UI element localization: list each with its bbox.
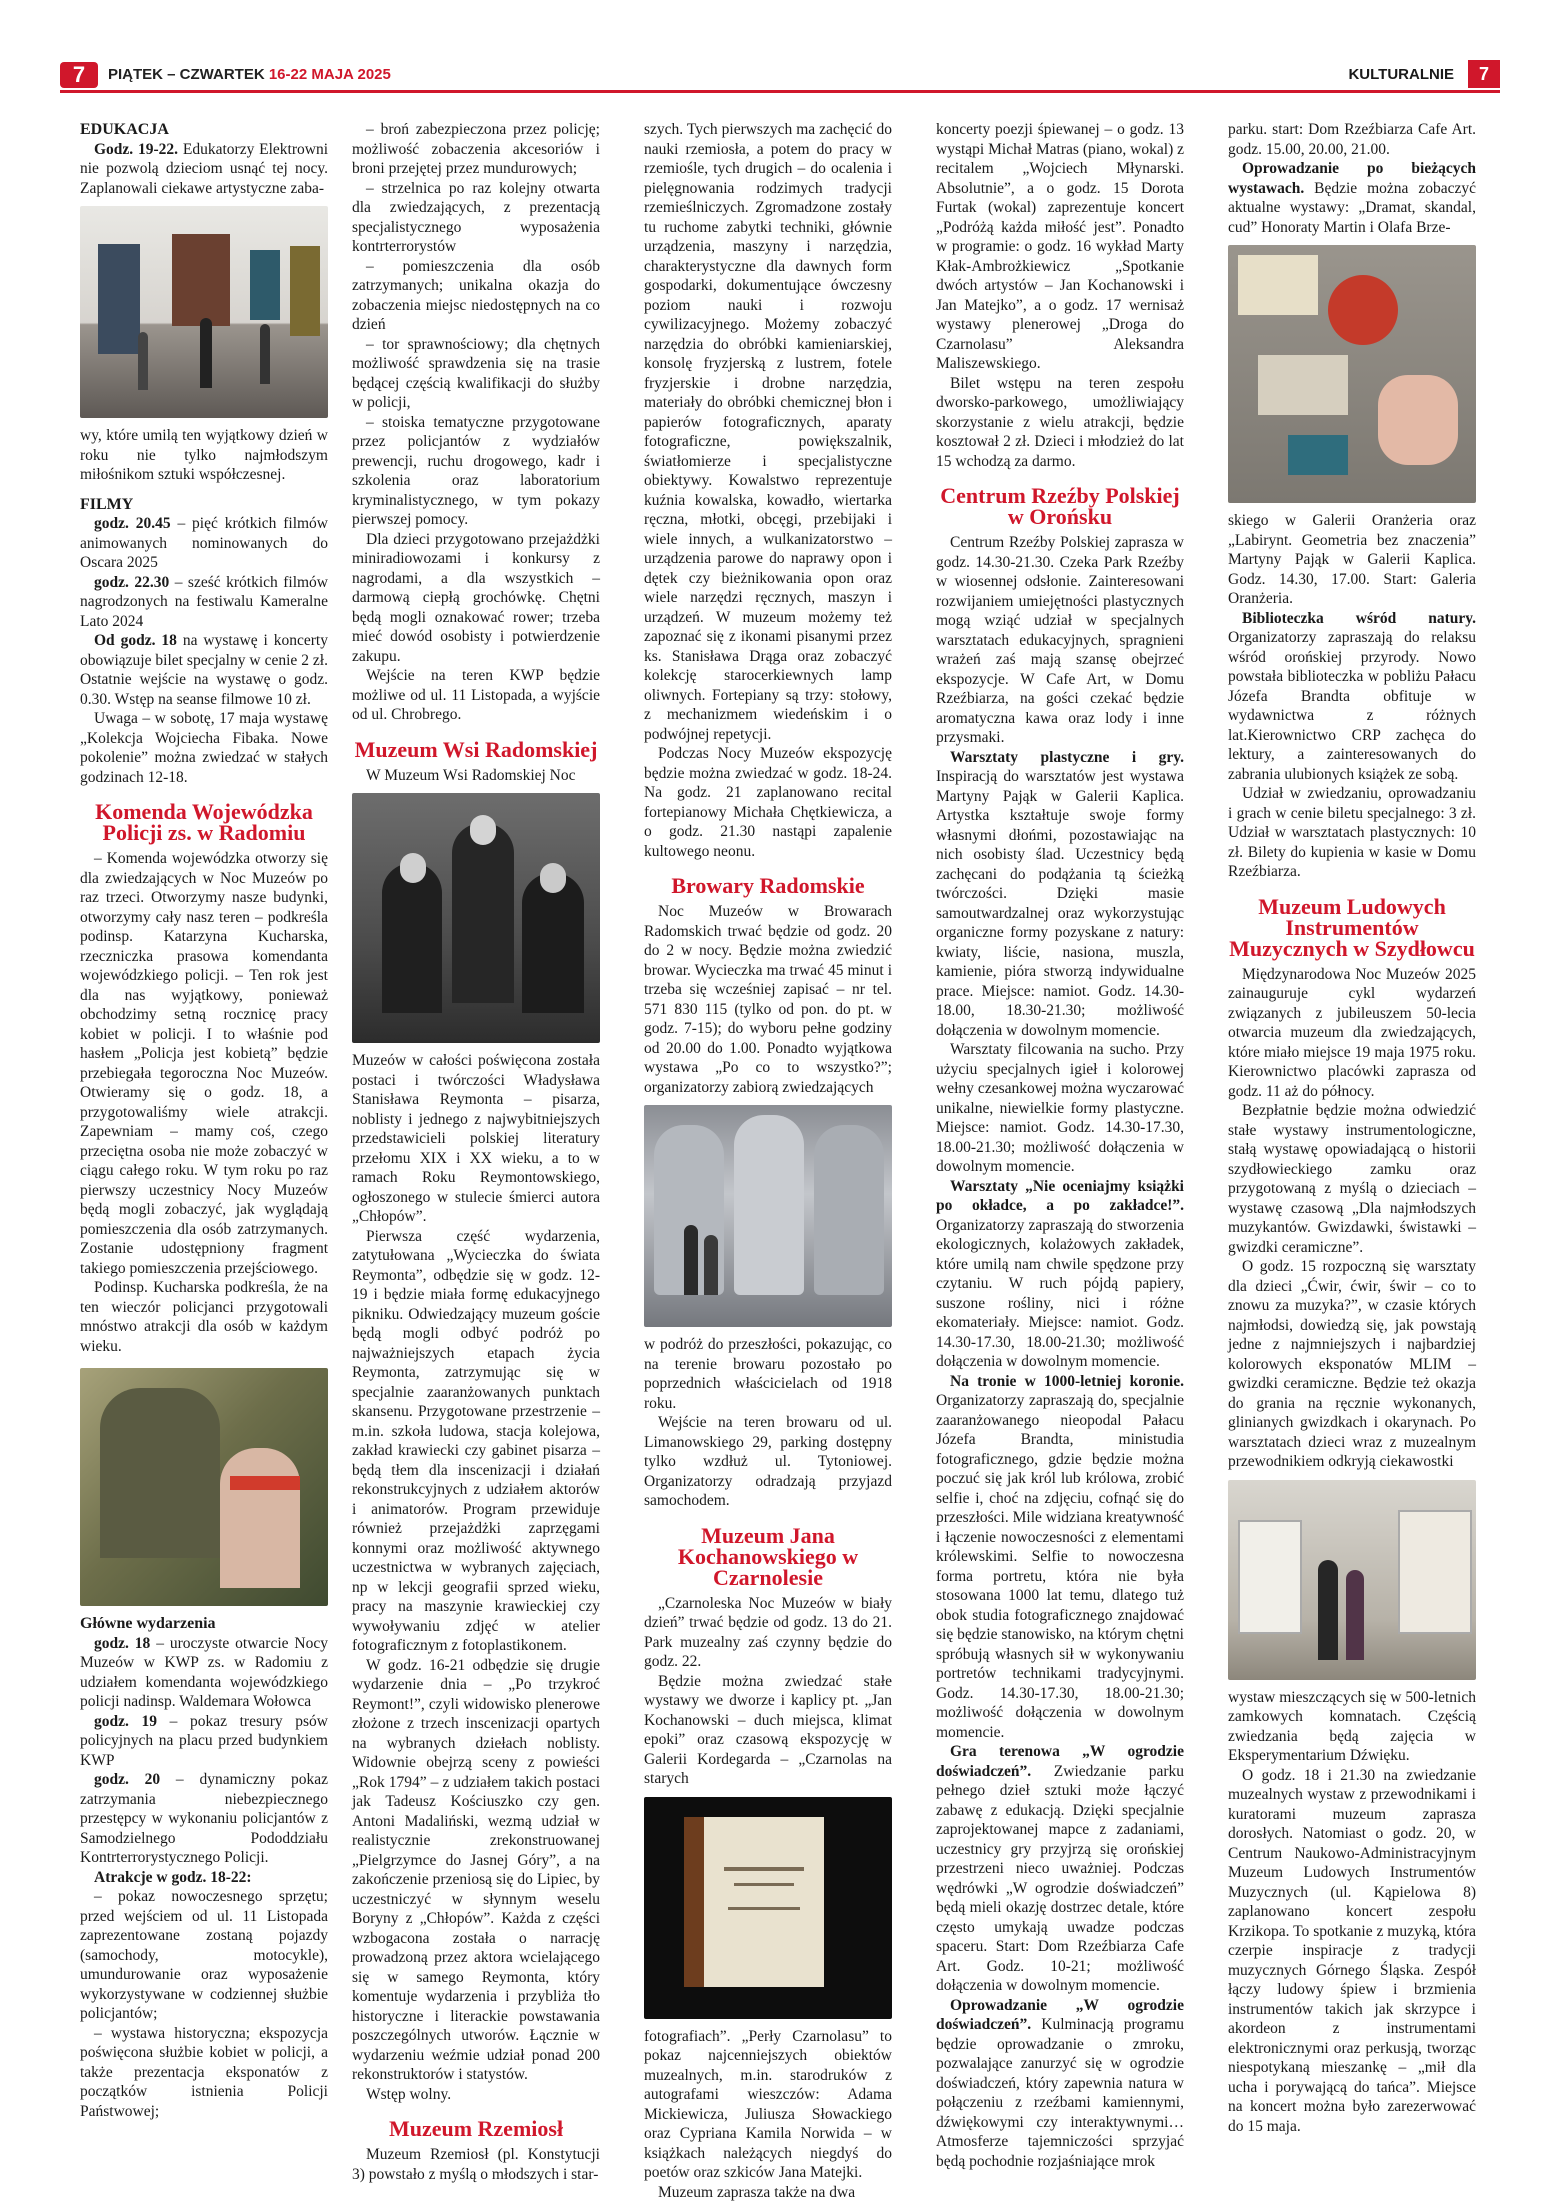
paragraph: Muzeów w całości poświęcona została postaci i twórczości Władysława Stanisława Reymonta – pisarza, noblisty i jednego z najwybitniejszych przedstawicieli polskiej literatury przełomu XIX i XX wieku, a to w ramach Roku Reymontowskiego, ogłoszonego w stulecie śmierci autora „Chłopów”. [352,1051,600,1227]
date-prefix: PIĄTEK – CZWARTEK [108,66,269,83]
paragraph: Międzynarodowa Noc Muzeów 2025 zainauguruje cykl wydarzeń związanych z jubileuszem 50-lecia otwarcia muzeum dla zwiedzających, które miało miejsce 19 maja 1975 roku. Kierownictwo placówki zaprasza od godz. 11 aż do północy. [1228,965,1476,1102]
paragraph: – sześć krótkich filmów nagrodzonych na festiwalu Kameralne Lato 2024 [80,574,328,630]
paragraph: Będzie można zwiedzać stałe wystawy we dworze i kaplicy pt. „Jan Kochanowski – duch miejsca, klimat epoki” oraz czasową ekspozycję w Galerii Kordegarda – „Czarnolas na starych [644,1672,892,1789]
paragraph: – Komenda wojewódzka otworzy się dla zwiedzających w Noc Muzeów po raz trzeci. Otworzymy nasze budynki, otworzymy cały nasz teren – podkreśla podinsp. Katarzyna Kucharska, rzeczniczka prasowa komendanta wojewódzkiego policji. – Ten rok jest dla nas wyjątkowy, ponieważ obchodzimy setną rocznicę pracy kobiet w policji. I to właśnie pod hasłem „Policja jest kobietą” będzie przebiegała tegoroczna Noc Muzeów. Otwieramy się o godz. 18, a przygotowaliśmy wiele atrakcji. Zapewniam – mamy coś, czego przeciętna osoba nie może zobaczyć w ciągu całego roku. W tym roku po raz pierwszy uczestnicy Nocy Muzeów będą mogli zobaczyć, jak wyglądają pomieszczenia dla osób zatrzymanych. Zostanie udostępniony fragment takiego pomieszczenia przejściowego. [80,849,328,1278]
paragraph: Wejście na teren browaru od ul. Limanowskiego 29, parking dostępny tylko wzdłuż ul. Tytoniowej. Organizatorzy odradzają przyjazd samochodem. [644,1413,892,1511]
shooting-range-photo [80,1368,328,1606]
paragraph: Będzie można zobaczyć aktualne wystawy: „Dramat, skandal, cud” Honoraty Martin i Olafa Brze- [1228,180,1476,236]
column-4 [936,120,1184,2171]
paragraph: – strzelnica po raz kolejny otwarta dla zwiedzających, z prezentacją specjalistycznego wyposażenia kontrterrorystów [352,179,600,257]
paragraph: wy, które umilą ten wyjątkowy dzień w roku nie tylko najmłodszym miłośnikom sztuki współczesnej. [80,426,328,485]
section-heading: Główne wydarzenia [80,1614,328,1634]
newspaper-logo: 7 [60,62,98,88]
paragraph: na wystawę i koncerty obowiązuje bilet specjalny w cenie 2 zł. Ostatnie wejście na wystawę o godz. 0.30. Wstęp na seanse filmowe 10 zł. [80,632,328,708]
lead: Atrakcje w godz. 18-22: [94,1869,252,1886]
paragraph: Muzeum Rzemiosł (pl. Konstytucji 3) powstało z myślą o młodszych i star- [352,2145,600,2184]
paragraph: wystaw mieszczących się w 500-letnich zamkowych komnatach. Częścią zwiedzania będą zajęcia w Eksperymentarium Dźwięku. [1228,1688,1476,1766]
lead: godz. 19 [94,1713,157,1730]
paragraph: Wstęp wolny. [352,2085,600,2105]
date-range: 16-22 MAJA 2025 [269,66,391,83]
brewery-photo [644,1105,892,1327]
lead: godz. 18 [94,1635,150,1652]
article-title: Muzeum Rzemiosł [352,2118,600,2139]
paragraph: Warsztaty filcowania na sucho. Przy użyciu specjalnych igieł i kolorowej wełny czesankowej można wyczarować unikalne, niewielkie formy plastyczne. Miejsce: namiot. Godz. 14.30-17.30, 18.00-21.30; możliwość dołączenia w dowolnym momencie. [936,1040,1184,1177]
page-number: 7 [1468,60,1500,88]
article-title: Muzeum Jana Kochanowskiego w Czarnolesie [644,1525,892,1588]
lead: Na tronie w 1000-letniej koronie. [950,1373,1184,1390]
lead: Godz. 19-22. [94,141,178,158]
paragraph: Pierwsza część wydarzenia, zatytułowana „Wycieczka do świata Reymonta”, odbędzie się w godz. 12-19 i będzie miała formę edukacyjnego pikniku. Odwiedzający muzeum goście będą mogli odbyć podróż po najważniejszych etapach życia Reymonta, zatrzymując się w specjalnie zaaranżowanych punktach skansenu. Przygotowane przestrzenie – m.in. szkoła ludowa, stacja kolejowa, zakład krawiecki czy gabinet pisarza – będą tłem dla inscenizacji i działań rekonstrukcyjnych z udziałem aktorów i animatorów. Program przewiduje również przejażdżki zaprzęgami konnymi oraz możliwość aktywnego uczestnictwa w wybranych zajęciach, np w lekcji geografii sprzed wieku, pracy na maszynie krawieckiej czy wywoływaniu zdjęć w atelier fotograficznym z fotoplastikonem. [352,1227,600,1656]
paragraph: O godz. 18 i 21.30 na zwiedzanie muzealnych wystaw z przewodnikami i kuratorami muzeum zaprasza dorosłych. Natomiast o godz. 20, w Centrum Naukowo-Administracyjnym Muzeum Ludowych Instrumentów Muzycznych (ul. Kąpielowa 8) zaplanowano koncert zespołu Krzikopa. To spotkanie z muzyką, która czerpie inspiracje z tradycji muzycznych Górnego Śląska. Zespół łączy ludowy śpiew i brzmienia instrumentów takich jak skrzypce i akordeon z instrumentami elektronicznymi oraz perkusją, tworząc niespotykaną mieszankę – „mił dla ucha i porywającą do tańca”. Miejsce na koncert można było zarezerwować do 15 maja. [1228,1766,1476,2137]
paragraph: skiego w Galerii Oranżeria oraz „Labirynt. Geometria bez znaczenia” Martyny Pająk w Galerii Kaplica. Godz. 14.30, 17.00. Start: Galeria Oranżeria. [1228,511,1476,609]
paragraph: W Muzeum Wsi Radomskiej Noc [352,766,600,786]
paragraph: – pomieszczenia dla osób zatrzymanych; unikalna okazja do zobaczenia miejsc niedostępnych na co dzień [352,257,600,335]
paragraph: Noc Muzeów w Browarach Radomskich trwać będzie od godz. 20 do 2 w nocy. Będzie można zwiedzić browar. Wycieczka ma trwać 45 minut i trzeba się wcześniej zapisać – nr tel. 571 830 115 (tylko od pon. do pt. w godz. 7-15); do wyboru pełne godziny od 20.00 do 1.00. Ponadto wyjątkowa wystawa „Po co to wszystko?”; organizatorzy zabiorą zwiedzających [644,902,892,1097]
workshop-photo [1228,245,1476,503]
column-2 [352,120,600,2184]
paragraph: Zwiedzanie parku pełnego dzieł sztuki może łączyć zabawę z edukacją. Dzięki specjalnie zaprojektowanej mapce z zadaniami, uczestnicy gry przyjrzą się orońskiej przestrzeni nieco uważniej. Podczas wędrówki „W ogrodzie doświadczeń” będą mieli okazję dostrzec detale, które często umykają uwadze podczas spaceru. Start: Dom Rzeźbiarza Cafe Art. Godz. 10-21; możliwość dołączenia w dowolnym momencie. [936,1763,1184,1995]
lead: Warsztaty „Nie oceniajmy książki po okładce, a po zakładce!”. [936,1178,1184,1215]
column-3 [644,120,892,2202]
paragraph: – pięć krótkich filmów animowanych nominowanych do Oscara 2025 [80,515,328,571]
paragraph: koncerty poezji śpiewanej – o godz. 13 wystąpi Michał Matras (piano, wokal) z recitalem „Wojciech Młynarski. Absolutnie”, a o godz. 15 Dorota Furtak (wokal) zaprezentuje koncert „Podróżą każda miłość jest”. Ponadto w programie: o godz. 16 wykład Marty Kłak-Ambrożkiewicz „Spotkanie dwóch artystów – Jan Kochanowski i Jan Matejko”, a o godz. 17 wernisaż wystawy plenerowej „Droga do Czarnolasu” Aleksandra Maliszewskiego. [936,120,1184,374]
lead: Warsztaty plastyczne i gry. [950,749,1184,766]
issue-date [108,66,391,83]
lead: godz. 20.45 [94,515,171,532]
article-title: Browary Radomskie [644,875,892,896]
paragraph: – wystawa historyczna; ekspozycja poświęcona służbie kobiet w policji, a także prezentacja eksponatów z początków istnienia Policji Państwowej; [80,2024,328,2122]
old-book-photo [644,1797,892,2019]
paragraph: Organizatorzy zapraszają do stworzenia ekologicznych, kolażowych zakładek, które umilą nam chwile spędzone przy czytaniu. W ruch pójdą papiery, suszone rośliny, nici i różne ekomateriały. Miejsce: namiot. Godz. 14.30-17.30, 18.00-21.30; możliwość dołączenia w dowolnym momencie. [936,1217,1184,1371]
paragraph: fotografiach”. „Perły Czarnolasu” to pokaz najcenniejszych obiektów muzealnych, m.in. starodruków z autografami wieszczów: Adama Mickiewicza, Juliusza Słowackiego oraz Cypriana Kamila Norwida – w książkach należących niegdyś do poetów oraz szkiców Jana Matejki. [644,2027,892,2183]
paragraph: Podczas Nocy Muzeów ekspozycję będzie można zwiedzać w godz. 18-24. Na godz. 21 zaplanowano recital fortepianowy Michała Chętkiewicza, a o godz. 21.30 nastąpi zapalenie kultowego neonu. [644,744,892,861]
paragraph: – broń zabezpieczona przez policję; możliwość zobaczenia akcesoriów i broni przejętej przez mundurowych; [352,120,600,179]
paragraph: Uwaga – w sobotę, 17 maja wystawę „Kolekcja Wojciecha Fibaka. Nowe pokolenie” można zwiedzać w stałych godzinach 12-18. [80,709,328,787]
paragraph: – stoiska tematyczne przygotowane przez policjantów z wydziałów prewencji, ruchu drogowego, kadr i szkolenia oraz laboratorium kryminalistycznego, w tym pokazy pierwszej pomocy. [352,413,600,530]
lead: godz. 20 [94,1771,160,1788]
paragraph: w podróż do przeszłości, pokazując, co na terenie browaru pozostało po poprzednich właścicielach od 1918 roku. [644,1335,892,1413]
paragraph: – uroczyste otwarcie Nocy Muzeów w KWP zs. w Radomiu z udziałem komendanta wojewódzkiego policji nadinsp. Waldemara Wołowca [80,1635,328,1711]
paragraph: Bezpłatnie będzie można odwiedzić stałe wystawy instrumentologiczne, stałą wystawę opowiadającą o historii szydłowieckiego zamku oraz przygotowaną z myślą o dzieciach – wystawę czasową „Dla najmłodszych muzykantów. Gwizdawki, świstawki – gwizdki ceramiczne”. [1228,1101,1476,1257]
article-title: Muzeum Wsi Radomskiej [352,739,600,760]
section-name: KULTURALNIE [1348,66,1454,83]
paragraph: „Czarnoleska Noc Muzeów w biały dzień” trwać będzie od godz. 13 do 21. Park muzealny zaś czynny będzie do godz. 22. [644,1594,892,1672]
paragraph: Muzeum zaprasza także na dwa [644,2183,892,2202]
paragraph: Edukatorzy Elektrowni nie pozwolą dzieciom usnąć tej nocy. Zaplanowali ciekawe artystyczne zaba- [80,141,328,197]
article-title: Centrum Rzeźby Polskiej w Orońsku [936,485,1184,527]
museum-interior-photo [1228,1480,1476,1680]
lead: Od godz. 18 [94,632,177,649]
lead: Gra terenowa „W ogrodzie doświadczeń”. [936,1743,1184,1780]
paragraph: Centrum Rzeźby Polskiej zaprasza w godz. 14.30-21.30. Czeka Park Rzeźby w wiosennej odsłonie. Zainteresowani rozwijaniem umiejętności plastycznych mogą wziąć udział w specjalnych warsztatach edukacyjnych, spragnieni wrażeń zaś mają szansę obejrzeć ekspozycje. W Cafe Art, w Domu Rzeźbiarza, na gości czekać będzie aromatyczna kawa oraz lody i inne przysmaki. [936,533,1184,748]
lead: godz. 22.30 [94,574,169,591]
section-heading: EDUKACJA [80,120,328,140]
paragraph: Organizatorzy zapraszają do, specjalnie zaaranżowanego nieopodal Pałacu Józefa Brandta, ministudia fotograficznego, gdzie będzie można poczuć się jak król lub królowa, zrobić selfie i, choć na zdjęciu, cofnąć się do przeszłości. Mile widziana kreatywność i łączenie nowoczesności z elementami królewskimi. Selfie to nowoczesna forma portretu, która nie była stosowana 1000 lat temu, dlatego tuż obok studia fotograficznego znajdować się będzie stanowisko, na którym chętni spróbują własnych sił w wykonywaniu portretów technikami tradycyjnymi. Godz. 14.30-17.30, 18.00-21.30; możliwość dołączenia w dowolnym momencie. [936,1392,1184,1741]
paragraph: Wejście na teren KWP będzie możliwe od ul. 11 Listopada, a wyjście od ul. Chrobrego. [352,666,600,725]
paragraph: W godz. 16-21 odbędzie się drugie wydarzenie dnia – „Po trzykroć Reymont!”, czyli widowisko plenerowe złożone z trzech inscenizacji opartych na wybranych dziełach noblisty. Widownie obejrzą sceny z powieści „Rok 1794” – z udziałem takich postaci jak Tadeusz Kościuszko czy gen. Antoni Madaliński, wezmą udział w realistycznie zrekonstruowanej „Pielgrzymce do Jasnej Góry”, a na zakończenie przeniosą się do Lipiec, by uczestniczyć w słynnym weselu Boryny z „Chłopów”. Każda z części wzbogacona została o narrację prowadzoną przez aktora wcielającego się w samego Reymonta, który komentuje wydarzenia i przybliża tło historyczne i literackie powstawania poszczególnych utworów. Łącznie w wydarzeniu weźmie udział ponad 200 rekonstruktorów i statystów. [352,1656,600,2085]
paragraph: Podinsp. Kucharska podkreśla, że na ten wieczór policjanci przygotowali mnóstwo atrakcji dla osób w każdym wieku. [80,1278,328,1356]
paragraph: – dynamiczny pokaz zatrzymania niebezpiecznego przestępcy w wykonaniu policjantów z Samodzielnego Pododdziału Kontrterrorystycznego Policji. [80,1771,328,1866]
paragraph: Inspiracją do warsztatów jest wystawa Martyny Pająk w Galerii Kaplica. Artystka kształtuje swoje formy własnymi dłońmi, pozostawiając na nich osobisty ślad. Uczestnicy będą zachęcani do podążania tą ścieżką twórczości. Dzięki masie samoutwardzalnej oraz wykorzystując organiczne formy pozyskane z natury: kwiaty, liście, nasiona, muszla, kamienie, pióra stworzą indywidualne prace. Miejsce: namiot. Godz. 14.30-18.00, 18.30-21.30; możliwość dołączenia w dowolnym momencie. [936,768,1184,1039]
column-1 [80,120,328,2121]
gallery-photo [80,206,328,418]
paragraph: Udział w zwiedzaniu, oprowadzaniu i grach w cenie biletu specjalnego: 3 zł. Udział w warsztatach plastycznych: 10 zł. Bilety do kupienia w kasie w Domu Rzeźbiarza. [1228,784,1476,882]
article-title: Muzeum Ludowych Instrumentów Muzycznych w Szydłowcu [1228,896,1476,959]
paragraph: – tor sprawnościowy; dla chętnych możliwość sprawdzenia się na trasie będącej częścią kwalifikacji do służby w policji, [352,335,600,413]
column-5 [1228,120,1476,2136]
paragraph: Kulminacją programu będzie oprowadzanie o zmroku, pozwalające zanurzyć się w ogrodzie doświadczeń, który zapewnia natura w połączeniu z rzeźbami kamiennymi, dźwiękowymi czy interaktywnymi… Atmosferze tajemniczości sprzyjać będą pochodnie rozjaśniające mrok [936,2016,1184,2170]
paragraph: Dla dzieci przygotowano przejażdżki miniradiowozami i konkursy z nagrodami, a dla wszystkich – darmową ciepłą grochówkę. Chętni będą mogli oznakować rower; trzeba mieć dowód osobisty i potwierdzenie zakupu. [352,530,600,667]
section-heading: FILMY [80,495,328,515]
article-title: Komenda Wojewódzka Policji zs. w Radomiu [80,801,328,843]
lead: Oprowadzanie „W ogrodzie doświadczeń”. [936,1997,1184,2034]
paragraph: Organizatorzy zapraszają do relaksu wśród orońskiej przyrody. Nowo powstała biblioteczka w pobliżu Pałacu Józefa Brandta obfituje w wydawnictwa z różnych lat.Kierownictwo CRP zachęca do lektury, a zainteresowanych do zabrania ulubionych książek ze sobą. [1228,629,1476,783]
page-header [60,62,1500,93]
paragraph: Bilet wstępu na teren zespołu dworsko-parkowego, umożliwiający skorzystanie z wielu atrakcji, będzie kosztował 2 zł. Dzieci i młodzież do lat 15 wchodzą za darmo. [936,374,1184,472]
paragraph: O godz. 15 rozpoczną się warsztaty dla dzieci „Ćwir, ćwir, świr – co to znowu za muzyka?”, w czasie których najmłodsi, dowiedzą się, jak powstają jedne z najmniejszych i najbardziej kolorowych eksponatów MLIM – gwizdki ceramiczne. Będzie też okazja do grania na ręcznie wykonanych, glinianych gwizdkach i okarynach. Po warsztatach dzieci wraz z muzealnym przewodnikiem odkryją ciekawostki [1228,1257,1476,1472]
paragraph: – pokaz nowoczesnego sprzętu; przed wejściem od ul. 11 Listopada zaprezentowane zostaną pojazdy (samochody, motocykle), umundurowanie oraz wyposażenie wykorzystywane w codziennej służbie policjantów; [80,1887,328,2024]
paragraph: – pokaz tresury psów policyjnych na placu przed budynkiem KWP [80,1713,328,1769]
historic-portrait-photo [352,793,600,1043]
paragraph: parku. start: Dom Rzeźbiarza Cafe Art. godz. 15.00, 20.00, 21.00. [1228,120,1476,159]
lead: Oprowadzanie po bieżących wystawach. [1228,160,1476,197]
paragraph: szych. Tych pierwszych ma zachęcić do nauki rzemiosła, a potem do pracy w rzemiośle, tych drugich – do ocalenia i pielęgnowania rodzimych tradycji rzemieślniczych. Zgromadzone zostały tu ruchome zabytki techniki, głównie urządzenia, maszyny i narzędzia, charakterystyczne dla dawnych form gospodarki, dokumentujące ówczesny poziom nauki i rozwoju cywilizacyjnego. Możemy zobaczyć narzędzia do obróbki kamieniarskiej, konsolę fryzjerską z lustrem, fotele fryzjerskie i drobne narzędzia, materiały do obróbki chemicznej błon i papierów fotograficznych, aparaty fotograficzne, powiększalnik, światłomierze i specjalistyczne obiektywy. Kowalstwo reprezentuje kuźnia kowalska, kowadło, wiertarka ręczna, młotki, obcęgi, przebijaki i wiele innych, a wulkanizatorstwo – urządzenia parowe do naprawy opon i dętek czy bieżnikowania opon oraz wiele narzędzi ręcznych, maszyn i urządzeń. W muzeum możemy też zapoznać się z ikonami pisanymi przez ks. Stanisława Drąga oraz zobaczyć kolekcję starocerkiewnych lamp oliwnych. Fortepiany są trzy: stołowy, z mechanizmem wiedeńskim i o podwójnej repetycji. [644,120,892,744]
lead: Biblioteczka wśród natury. [1242,610,1476,627]
